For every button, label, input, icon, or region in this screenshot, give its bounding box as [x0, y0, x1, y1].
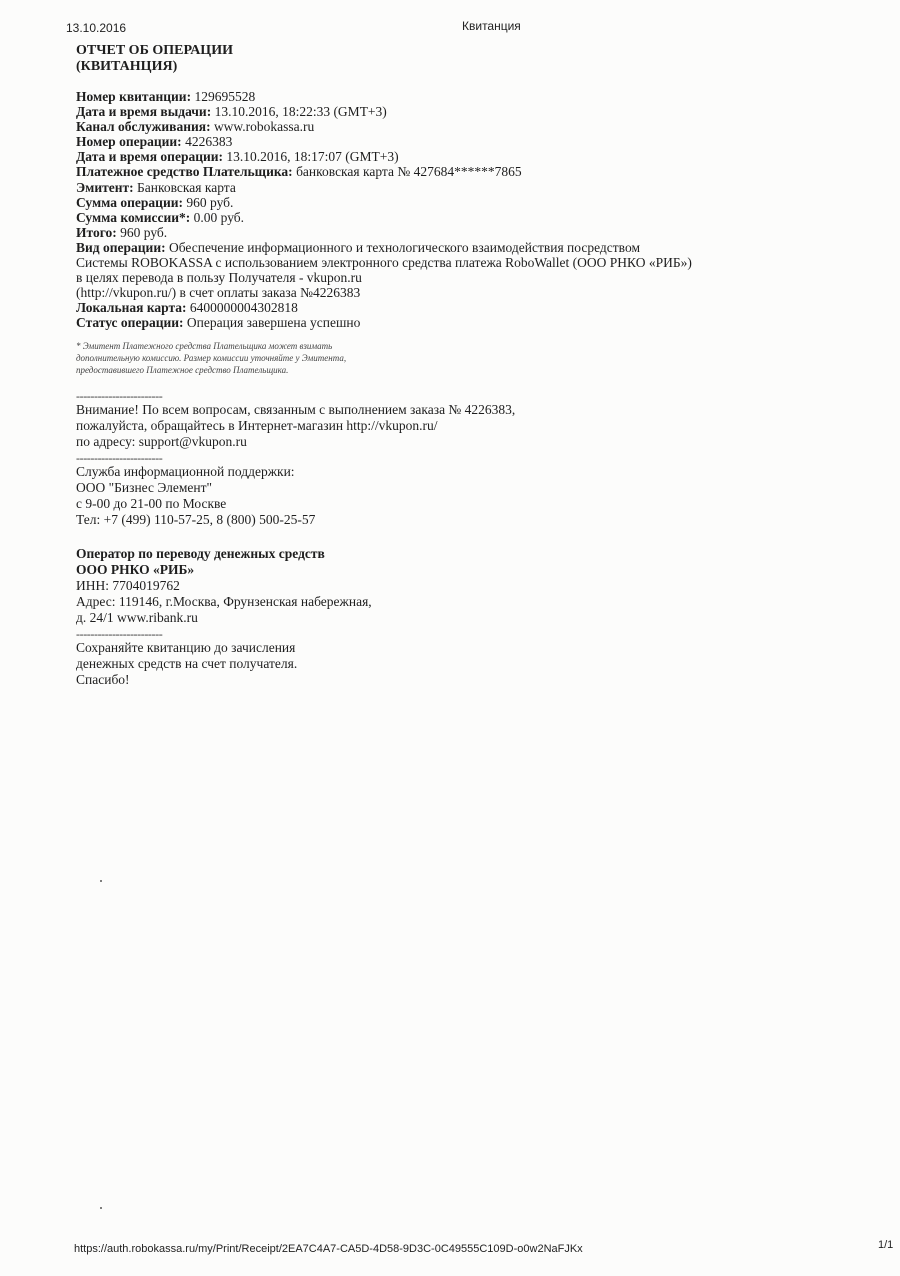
field-operation-type-cont-3: (http://vkupon.ru/) в счет оплаты заказа №4226383: [76, 285, 361, 301]
scan-speck: [100, 1207, 102, 1209]
field-operation-type-cont-1: Системы ROBOKASSA с использованием электронного средства платежа RoboWallet (ООО РНКО «РИБ»): [76, 255, 692, 271]
header-date: 13.10.2016: [66, 21, 127, 35]
support-block: Служба информационной поддержки: ООО "Бизнес Элемент" с 9-00 до 21-00 по Москве Тел: +7 (499) 110-57-25, 8 (800) 500-25-57: [76, 463, 316, 527]
field-operation-datetime: Дата и время операции: 13.10.2016, 18:17:07 (GMT+3): [76, 149, 399, 165]
separator-1: ------------------------: [76, 388, 163, 403]
footer-page-number: 1/1: [878, 1239, 894, 1251]
separator-2: ------------------------: [76, 450, 163, 465]
attention-block: Внимание! По всем вопросам, связанным с выполнением заказа № 4226383, пожалуйста, обращайтесь в Интернет-магазин http://vkupon.ru/ по адресу: support@vkupon.ru: [76, 401, 516, 449]
commission-footnote: * Эмитент Платежного средства Плательщика может взимать дополнительную комиссию. Размер комиссии уточняйте у Эмитента, предоставившего Платежное средство Плательщика.: [76, 340, 347, 375]
field-payment-method: Платежное средство Плательщика: банковская карта № 427684******7865: [76, 164, 522, 180]
field-total: Итого: 960 руб.: [76, 224, 168, 240]
scan-speck: [100, 880, 102, 882]
field-operation-number: Номер операции: 4226383: [76, 134, 233, 150]
report-title-line-1: ОТЧЕТ ОБ ОПЕРАЦИИ: [76, 43, 233, 58]
receipt-body: [76, 43, 836, 688]
operator-block: Оператор по переводу денежных средств ООО РНКО «РИБ» ИНН: 7704019762 Адрес: 119146, г.Москва, Фрунзенская набережная, д. 24/1 www.ribank.ru: [76, 546, 836, 626]
field-operation-status: Статус операции: Операция завершена успешно: [76, 315, 361, 331]
report-title-line-2: (КВИТАНЦИЯ): [76, 59, 178, 74]
operator-title-1: Оператор по переводу денежных средств: [76, 545, 325, 561]
field-receipt-number: Номер квитанции: 129695528: [76, 89, 256, 104]
operation-fields: [76, 89, 836, 331]
field-commission: Сумма комиссии*: 0.00 руб.: [76, 209, 245, 225]
footer-url[interactable]: https://auth.robokassa.ru/my/Print/Receipt/2EA7C4A7-CA5D-4D58-9D3C-0C49555C109D-o0w2NaFJKx: [74, 1243, 583, 1255]
field-local-card: Локальная карта: 6400000004302818: [76, 300, 298, 316]
header-title: Квитанция: [462, 19, 521, 33]
field-operation-type-cont-2: в целях перевода в пользу Получателя - vkupon.ru: [76, 270, 362, 286]
field-operation-type: Вид операции: Обеспечение информационного и технологического взаимодействия посредством: [76, 239, 640, 255]
closing-block: Сохраняйте квитанцию до зачисления денежных средств на счет получателя. Спасибо!: [76, 639, 298, 687]
separator-3: ------------------------: [76, 626, 163, 641]
field-issuer: Эмитент: Банковская карта: [76, 179, 236, 195]
field-amount: Сумма операции: 960 руб.: [76, 194, 234, 210]
field-service-channel: Канал обслуживания: www.robokassa.ru: [76, 119, 315, 135]
field-issue-datetime: Дата и время выдачи: 13.10.2016, 18:22:33 (GMT+3): [76, 104, 387, 120]
operator-title-2: ООО РНКО «РИБ»: [76, 561, 195, 577]
